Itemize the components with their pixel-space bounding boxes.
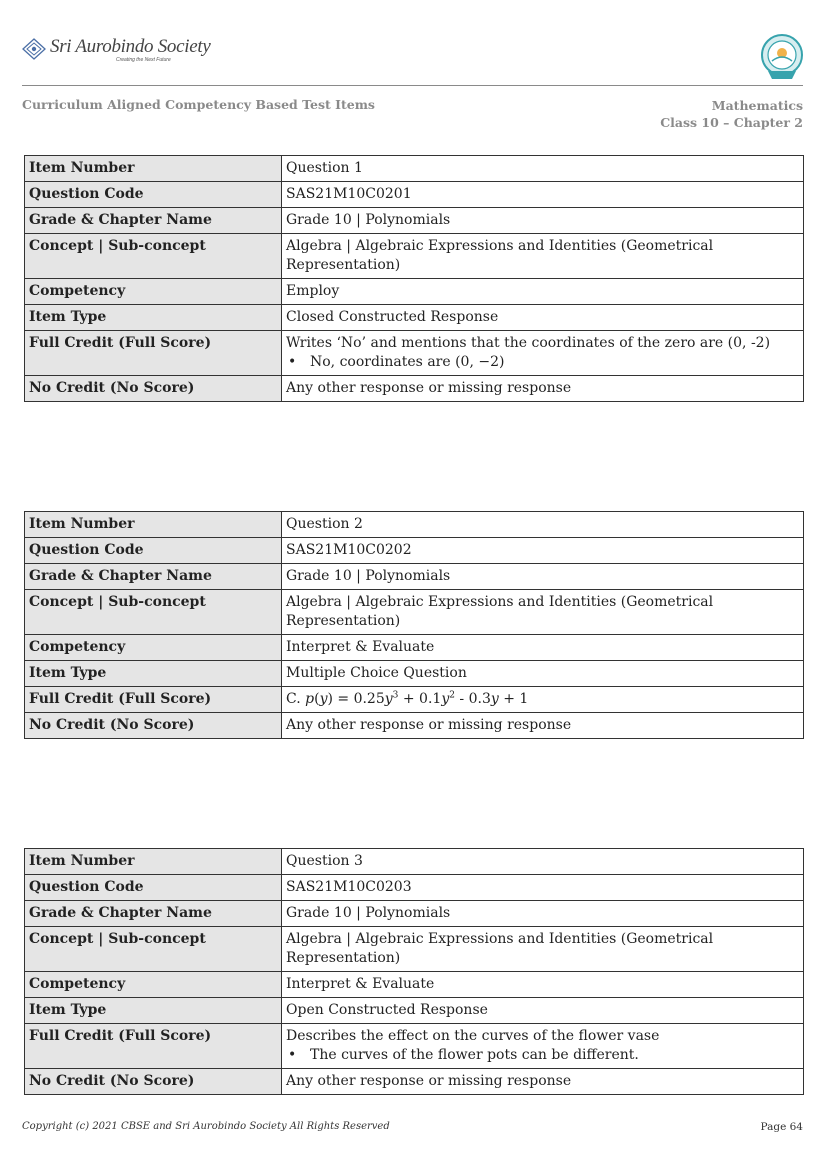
competency-value: Interpret & Evaluate	[282, 972, 804, 998]
document-title: Curriculum Aligned Competency Based Test Items	[22, 97, 375, 112]
math-part: (	[314, 691, 320, 707]
table-row	[25, 590, 804, 635]
table-row	[25, 635, 804, 661]
subject-info	[660, 97, 803, 131]
table-row	[25, 713, 804, 739]
full-credit-bullet-text: No, coordinates are (0, −2)	[310, 354, 505, 370]
item-type-value: Closed Constructed Response	[282, 305, 804, 331]
math-exponent: 2	[449, 690, 455, 701]
lotus-logo-icon	[22, 38, 46, 60]
competency-label: Competency	[25, 635, 282, 661]
question-code-label: Question Code	[25, 538, 282, 564]
question-code-label: Question Code	[25, 182, 282, 208]
full-credit-text: Describes the effect on the curves of the flower vase	[286, 1028, 660, 1044]
math-fn: p	[305, 691, 315, 707]
no-credit-label: No Credit (No Score)	[25, 713, 282, 739]
subject-label: Mathematics	[711, 98, 803, 113]
math-part: ) = 0.25	[327, 691, 385, 707]
math-var: y	[441, 691, 450, 707]
table-row	[25, 998, 804, 1024]
item-number-label: Item Number	[25, 156, 282, 182]
question-code-value: SAS21M10C0201	[282, 182, 804, 208]
table-row	[25, 538, 804, 564]
table-row	[25, 156, 804, 182]
class-chapter-label: Class 10 – Chapter 2	[660, 115, 803, 130]
item-number-label: Item Number	[25, 512, 282, 538]
concept-value: Algebra | Algebraic Expressions and Identities (Geometrical Representation)	[282, 590, 804, 635]
question-code-label: Question Code	[25, 875, 282, 901]
item-type-label: Item Type	[25, 305, 282, 331]
table-row	[25, 687, 804, 713]
item-number-value: Question 1	[282, 156, 804, 182]
concept-value: Algebra | Algebraic Expressions and Identities (Geometrical Representation)	[282, 927, 804, 972]
no-credit-value: Any other response or missing response	[282, 376, 804, 402]
table-row	[25, 234, 804, 279]
logo-tagline: Creating the Next Future	[116, 57, 171, 63]
table-row	[25, 875, 804, 901]
table-row	[25, 208, 804, 234]
math-var: y	[490, 691, 499, 707]
item-table-1	[24, 155, 804, 402]
item-type-label: Item Type	[25, 998, 282, 1024]
grade-label: Grade & Chapter Name	[25, 564, 282, 590]
table-row	[25, 927, 804, 972]
table-row	[25, 331, 804, 376]
table-row	[25, 849, 804, 875]
math-part: + 0.1	[398, 691, 442, 707]
full-credit-label: Full Credit (Full Score)	[25, 1024, 282, 1069]
concept-label: Concept | Sub-concept	[25, 927, 282, 972]
grade-value: Grade 10 | Polynomials	[282, 901, 804, 927]
competency-label: Competency	[25, 972, 282, 998]
table-row	[25, 305, 804, 331]
header-divider	[22, 85, 803, 86]
grade-label: Grade & Chapter Name	[25, 208, 282, 234]
math-part: + 1	[498, 691, 529, 707]
logo-text: Sri Aurobindo Society	[50, 36, 211, 57]
grade-label: Grade & Chapter Name	[25, 901, 282, 927]
full-credit-value	[282, 1024, 804, 1069]
table-row	[25, 1024, 804, 1069]
no-credit-label: No Credit (No Score)	[25, 376, 282, 402]
math-part: - 0.3	[454, 691, 491, 707]
full-credit-label: Full Credit (Full Score)	[25, 687, 282, 713]
cbse-seal-icon	[760, 33, 804, 81]
bullet-icon: •	[288, 354, 297, 370]
item-type-value: Multiple Choice Question	[282, 661, 804, 687]
full-credit-bullet-text: The curves of the flower pots can be different.	[310, 1047, 639, 1063]
table-row	[25, 376, 804, 402]
full-credit-bullet	[286, 1046, 799, 1065]
table-row	[25, 901, 804, 927]
full-credit-bullet	[286, 353, 799, 372]
item-number-value: Question 3	[282, 849, 804, 875]
question-code-value: SAS21M10C0202	[282, 538, 804, 564]
item-type-label: Item Type	[25, 661, 282, 687]
full-credit-value	[282, 331, 804, 376]
item-table-2	[24, 511, 804, 739]
copyright-text: Copyright (c) 2021 CBSE and Sri Aurobindo Society All Rights Reserved	[22, 1121, 390, 1132]
full-credit-value	[282, 687, 804, 713]
item-number-label: Item Number	[25, 849, 282, 875]
bullet-icon: •	[288, 1047, 297, 1063]
grade-value: Grade 10 | Polynomials	[282, 564, 804, 590]
no-credit-value: Any other response or missing response	[282, 713, 804, 739]
full-credit-text: Writes ‘No’ and mentions that the coordinates of the zero are (0, -2)	[286, 335, 771, 351]
table-row	[25, 1069, 804, 1095]
math-var: y	[319, 691, 328, 707]
concept-label: Concept | Sub-concept	[25, 590, 282, 635]
competency-value: Interpret & Evaluate	[282, 635, 804, 661]
table-row	[25, 972, 804, 998]
sri-aurobindo-society-logo	[22, 36, 211, 68]
math-exponent: 3	[392, 690, 399, 701]
table-row	[25, 661, 804, 687]
answer-option: C.	[286, 691, 306, 707]
question-code-value: SAS21M10C0203	[282, 875, 804, 901]
no-credit-label: No Credit (No Score)	[25, 1069, 282, 1095]
page-number: Page 64	[760, 1121, 803, 1133]
table-row	[25, 512, 804, 538]
math-var: y	[384, 691, 393, 707]
item-table-3	[24, 848, 804, 1095]
full-credit-label: Full Credit (Full Score)	[25, 331, 282, 376]
table-row	[25, 182, 804, 208]
item-number-value: Question 2	[282, 512, 804, 538]
no-credit-value: Any other response or missing response	[282, 1069, 804, 1095]
item-type-value: Open Constructed Response	[282, 998, 804, 1024]
competency-label: Competency	[25, 279, 282, 305]
concept-value: Algebra | Algebraic Expressions and Identities (Geometrical Representation)	[282, 234, 804, 279]
table-row	[25, 279, 804, 305]
competency-value: Employ	[282, 279, 804, 305]
table-row	[25, 564, 804, 590]
concept-label: Concept | Sub-concept	[25, 234, 282, 279]
grade-value: Grade 10 | Polynomials	[282, 208, 804, 234]
